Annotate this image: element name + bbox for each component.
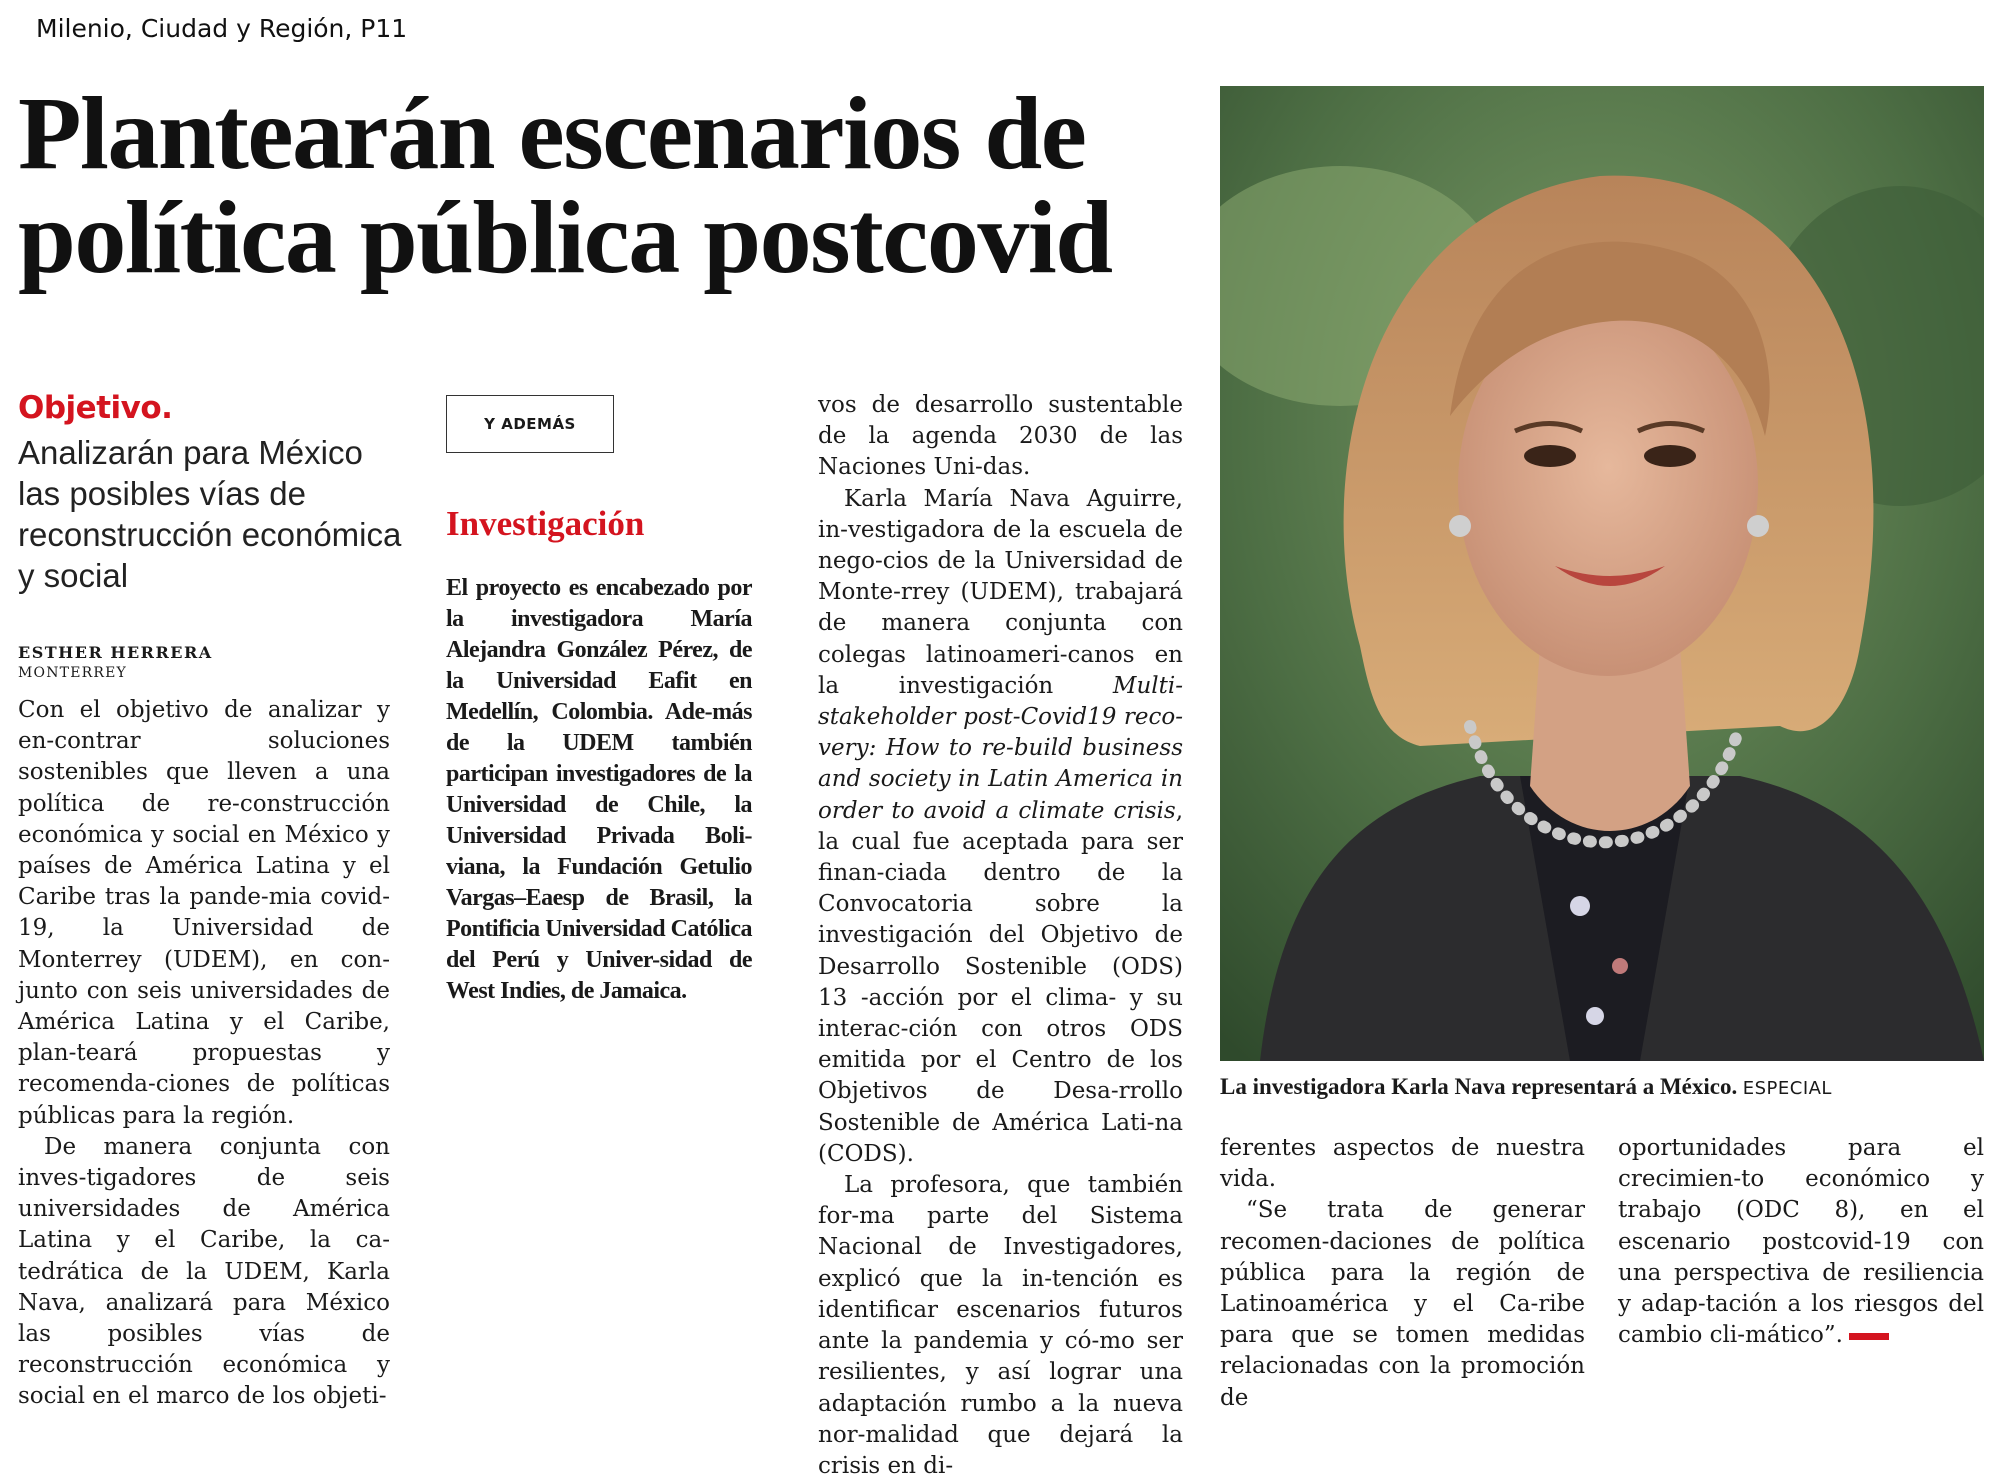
body-paragraph: ferentes aspectos de nuestra vida. <box>1220 1135 1585 1193</box>
article-column-3 <box>818 390 1183 1482</box>
deck-summary: Analizarán para México las posibles vías de reconstrucción económica y social <box>18 434 402 594</box>
sidebar-text: El proyecto es encabezado por la investigadora María Alejandra González Pérez, de la Universidad Eafit en Medellín, Colombia. Ade-más de la UDEM también participan investigadores de la Universidad de Chile, la Universidad Privada Boli-viana, la Fundación Getulio Vargas–Eaesp de Brasil, la Pontificia Universidad Católica del Perú y Univer-sidad de West Indies, de Jamaica. <box>446 575 752 1004</box>
sidebar-title: Investigación <box>446 504 645 543</box>
body-paragraph: La profesora, que también for-ma parte del Sistema Nacional de Investigadores, explicó que la in-tención es identificar escenarios futuros ante la pandemia y có-mo ser resilientes, y así lograr una adaptación rumbo a la nueva nor-malidad que dejará la crisis en di- <box>818 1172 1183 1479</box>
article-column-1 <box>18 695 390 1413</box>
research-title-italic: Multi-stakeholder post-Covid19 reco-very: How to re-build business and society in Latin America in order to avoid a climate crisis <box>818 672 1183 824</box>
headline-line-1: Plantearán escenarios de <box>18 76 1086 191</box>
body-paragraph <box>818 484 1183 1170</box>
byline-author: ESTHER HERRERA <box>18 643 213 662</box>
body-paragraph: Con el objetivo de analizar y en-contrar soluciones sostenibles que lleven a una política de re-construcción económica y social en México y países de América Latina y el Caribe tras la pande-mia covid-19, la Universidad de Monterrey (UDEM), en con-junto con seis universidades de América Latina y el Caribe, plan-teará propuestas y recomenda-ciones de políticas públicas para la región. <box>18 697 390 1129</box>
byline-city: MONTERREY <box>18 665 127 681</box>
body-paragraph: De manera conjunta con inves-tigadores de seis universidades de América Latina y el Caribe, la ca-tedrática de la UDEM, Karla Nava, analizará para México las posibles vías de reconstrucción económica y social en el marco de los objeti- <box>18 1133 390 1410</box>
body-paragraph: vos de desarrollo sustentable de la agenda 2030 de las Naciones Uni-das. <box>818 392 1183 481</box>
source-label: Milenio, Ciudad y Región, P11 <box>36 14 408 43</box>
caption-text: La investigadora Karla Nava representará a México. <box>1220 1074 1738 1099</box>
body-text: oportunidades para el crecimien-to económico y trabajo (ODC 8), en el escenario postcovid-19 con una perspectiva de resiliencia y adap-tación a los riesgos del cambio cli-mático”. <box>1618 1135 1984 1349</box>
body-paragraph: “Se trata de generar recomen-daciones de política pública para la región de Latinoamérica y el Ca-ribe para que se tomen medidas relacionadas con la promoción de <box>1220 1197 1585 1411</box>
headline-line-2: política pública postcovid <box>18 180 1112 295</box>
body-text: , la cual fue aceptada para ser finan-ciada dentro de la Convocatoria sobre la investigación del Objetivo de Desarrollo Sostenible (ODS) 13 -acción por el clima- y su interac-ción con otros ODS emitida por el Centro de los Objetivos de Desa-rrollo Sostenible de América Lati-na (CODS). <box>818 797 1183 1167</box>
kicker: Objetivo. <box>18 390 173 426</box>
body-paragraph <box>1618 1133 1984 1351</box>
sidebar-label-box: Y ADEMÁS <box>446 395 614 453</box>
article-column-4 <box>1220 1133 1585 1414</box>
portrait-photo <box>1220 86 1984 1061</box>
photo-caption <box>1220 1074 1990 1100</box>
article-column-5 <box>1618 1133 1984 1351</box>
end-of-article-mark <box>1849 1333 1889 1340</box>
body-text: Karla María Nava Aguirre, in-vestigadora de la escuela de nego-cios de la Universidad de Monte-rrey (UDEM), trabajará de manera conjunta con colegas latinoameri-canos en la investigación <box>818 485 1183 699</box>
photo-credit: ESPECIAL <box>1742 1078 1832 1099</box>
